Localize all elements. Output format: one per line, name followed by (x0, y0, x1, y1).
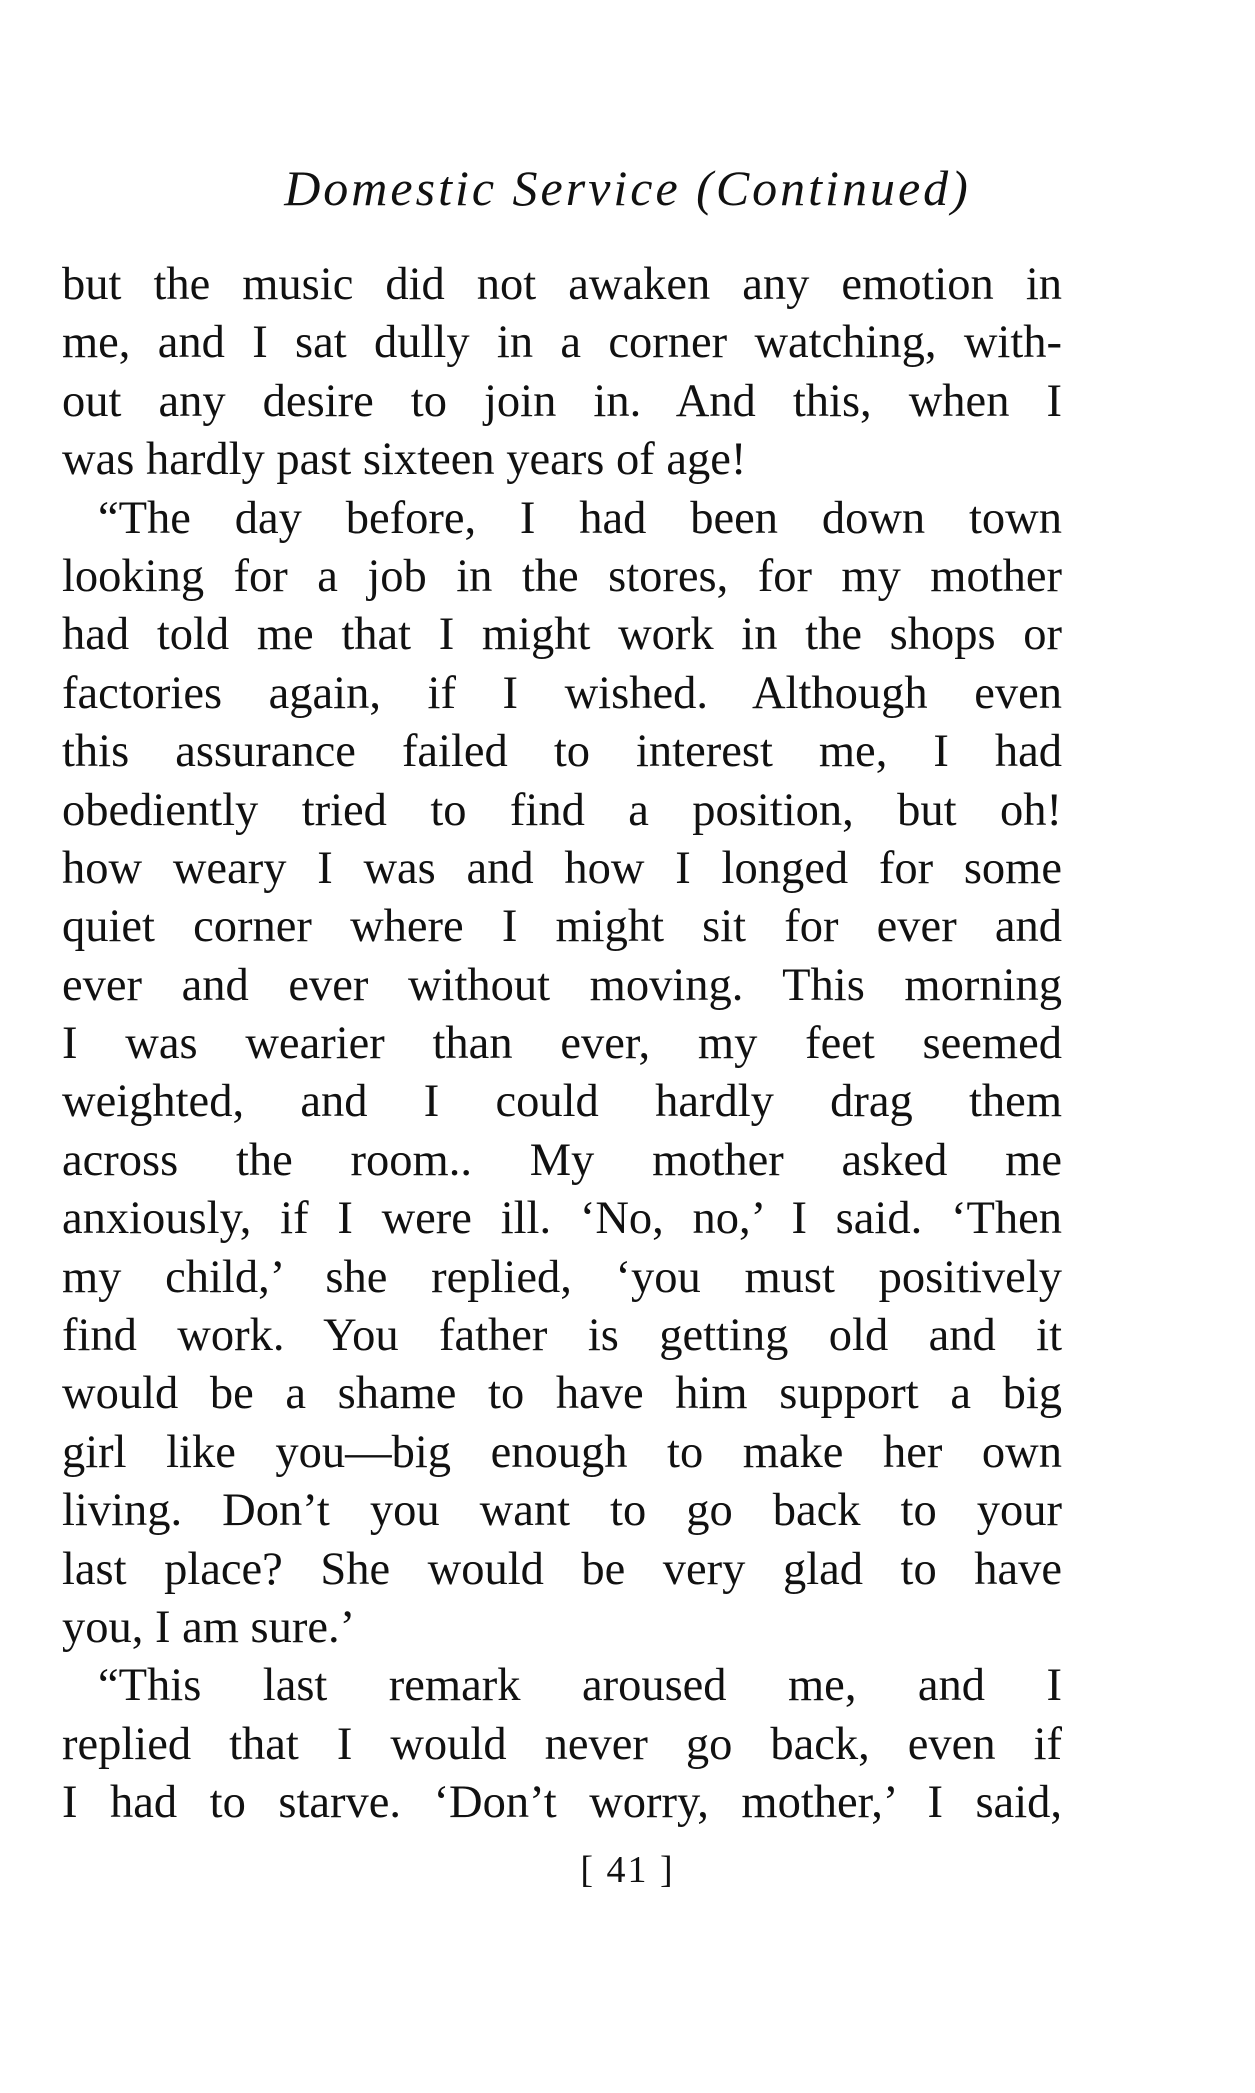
text-line: I was wearier than ever, my feet seemed (62, 1018, 1062, 1070)
text-line: “This last remark aroused me, and I (98, 1660, 1062, 1712)
text-line: obediently tried to find a position, but oh! (62, 784, 1062, 836)
running-head: Domestic Service (Continued) (284, 160, 971, 216)
text-line: quiet corner where I might sit for ever and (62, 901, 1062, 953)
text-line: was hardly past sixteen years of age! (62, 434, 747, 486)
text-line: “The day before, I had been down town (98, 492, 1062, 544)
text-line: but the music did not awaken any emotion in (62, 259, 1062, 310)
body-text (62, 256, 1062, 1833)
text-line: factories again, if I wished. Although even (62, 667, 1062, 719)
paragraph (62, 256, 1062, 490)
text-line: across the room.. My mother asked me (62, 1134, 1062, 1186)
text-line: weighted, and I could hardly drag them (62, 1076, 1062, 1128)
text-line: out any desire to join in. And this, when I (62, 375, 1062, 427)
text-line: I had to starve. ‘Don’t worry, mother,’ I said, (62, 1777, 1062, 1829)
paragraph (62, 1657, 1062, 1832)
text-line: find work. You father is getting old and it (62, 1310, 1062, 1362)
text-line: replied that I would never go back, even if (62, 1718, 1062, 1770)
text-line: girl like you—big enough to make her own (62, 1426, 1062, 1478)
text-line: looking for a job in the stores, for my mother (62, 550, 1062, 602)
text-line: living. Don’t you want to go back to your (62, 1485, 1062, 1537)
text-line: ever and ever without moving. This morning (62, 959, 1062, 1011)
text-line: anxiously, if I were ill. ‘No, no,’ I said. ‘Then (62, 1193, 1062, 1245)
text-line: my child,’ she replied, ‘you must positively (62, 1251, 1062, 1303)
text-line: me, and I sat dully in a corner watching, with- (62, 317, 1062, 369)
text-line: would be a shame to have him support a big (62, 1368, 1062, 1420)
text-line: this assurance failed to interest me, I had (62, 726, 1062, 778)
text-line: had told me that I might work in the shops or (62, 609, 1062, 661)
page-number: [ 41 ] (580, 1849, 675, 1891)
text-line: how weary I was and how I longed for some (62, 842, 1062, 894)
text-line: you, I am sure.’ (62, 1601, 356, 1653)
text-line: last place? She would be very glad to have (62, 1543, 1062, 1595)
paragraph (62, 490, 1062, 1658)
